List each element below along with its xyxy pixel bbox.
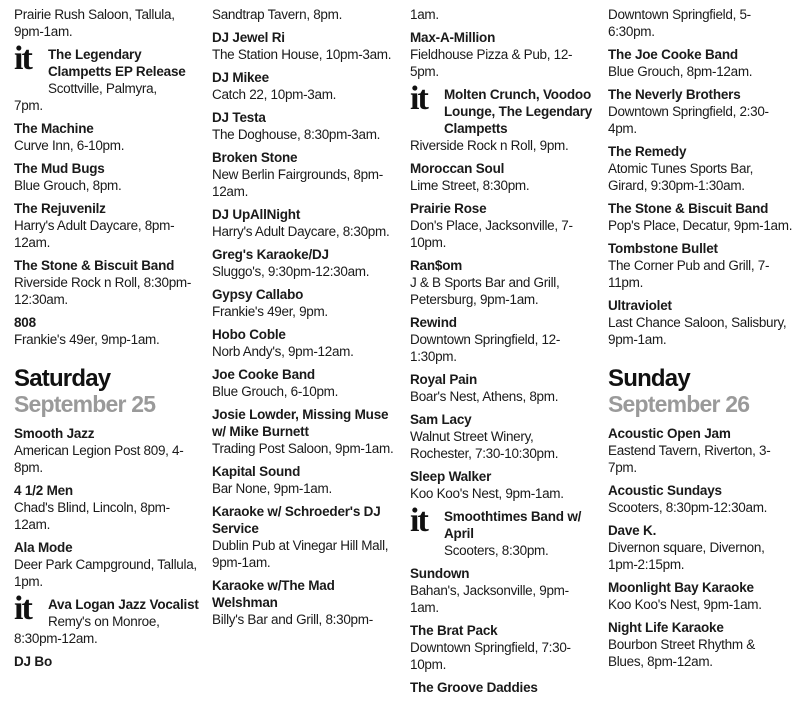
event-name: Acoustic Open Jam	[608, 426, 731, 441]
event-entry	[14, 257, 200, 308]
event-details: Deer Park Campground, Tallula, 1pm.	[14, 557, 197, 589]
event-details: Lime Street, 8:30pm.	[410, 178, 530, 193]
event-details: Bourbon Street Rhythm & Blues, 8pm-12am.	[608, 637, 755, 669]
event-name: The Neverly Brothers	[608, 87, 741, 102]
event-details: Don's Place, Jacksonville, 7-10pm.	[410, 218, 573, 250]
event-name: 4 1/2 Men	[14, 483, 73, 498]
event-name: Royal Pain	[410, 372, 478, 387]
event-details: Pop's Place, Decatur, 9pm-1am.	[608, 218, 793, 233]
event-entry	[14, 200, 200, 251]
event-details: Koo Koo's Nest, 9pm-1am.	[410, 486, 564, 501]
event-details: Frankie's 49er, 9pm.	[212, 304, 328, 319]
event-details-tail: 8:30pm-12am.	[14, 631, 98, 646]
event-details: Norb Andy's, 9pm-12am.	[212, 344, 354, 359]
event-entry	[212, 326, 398, 360]
event-details: Eastend Tavern, Riverton, 3-7pm.	[608, 443, 771, 475]
event-name: The Joe Cooke Band	[608, 47, 738, 62]
continued-text: Prairie Rush Saloon, Tallula, 9pm-1am.	[14, 7, 175, 39]
event-entry	[410, 468, 596, 502]
event-details: Billy's Bar and Grill, 8:30pm-	[212, 612, 373, 627]
event-name: Kapital Sound	[212, 464, 301, 479]
event-name: The Machine	[14, 121, 94, 136]
event-details: Dublin Pub at Vinegar Hill Mall, 9pm-1am.	[212, 538, 389, 570]
column-2	[212, 6, 398, 634]
event-entry	[608, 619, 794, 670]
event-entry	[410, 257, 596, 308]
continued-text: Downtown Springfield, 5-6:30pm.	[608, 7, 751, 39]
event-details: Riverside Rock n Roll, 8:30pm-12:30am.	[14, 275, 192, 307]
event-name: Broken Stone	[212, 150, 298, 165]
event-entry	[410, 371, 596, 405]
event-name: Moonlight Bay Karaoke	[608, 580, 754, 595]
event-name: Moroccan Soul	[410, 161, 505, 176]
event-name: Night Life Karaoke	[608, 620, 724, 635]
event-details: Downtown Springfield, 12-1:30pm.	[410, 332, 561, 364]
event-details: Last Chance Saloon, Salisbury, 9pm-1am.	[608, 315, 787, 347]
column-4	[608, 6, 794, 676]
event-details: Bahan's, Jacksonville, 9pm-1am.	[410, 583, 569, 615]
day-heading-saturday	[14, 366, 200, 417]
event-entry	[212, 206, 398, 240]
event-details: New Berlin Fairgrounds, 8pm-12am.	[212, 167, 383, 199]
event-name: DJ Jewel Ri	[212, 30, 285, 45]
event-entry	[410, 314, 596, 365]
event-name: Greg's Karaoke/DJ	[212, 247, 329, 262]
featured-event	[14, 40, 200, 114]
event-entry	[212, 109, 398, 143]
event-entry	[608, 86, 794, 137]
event-details: Chad's Blind, Lincoln, 8pm-12am.	[14, 500, 170, 532]
event-name: The Remedy	[608, 144, 687, 159]
event-name: DJ Mikee	[212, 70, 269, 85]
event-entry	[608, 240, 794, 291]
event-entry	[608, 143, 794, 194]
event-details: J & B Sports Bar and Grill, Petersburg, 9pm-1am.	[410, 275, 560, 307]
event-entry	[608, 425, 794, 476]
event-name: Josie Lowder, Missing Muse w/ Mike Burnett	[212, 407, 389, 439]
event-details: Boar's Nest, Athens, 8pm.	[410, 389, 559, 404]
event-details: Koo Koo's Nest, 9pm-1am.	[608, 597, 762, 612]
event-details: American Legion Post 809, 4-8pm.	[14, 443, 184, 475]
event-entry	[14, 160, 200, 194]
event-name: The Mud Bugs	[14, 161, 105, 176]
event-details: Atomic Tunes Sports Bar, Girard, 9:30pm-1:30am.	[608, 161, 754, 193]
event-entry	[608, 522, 794, 573]
event-name: The Rejuvenilz	[14, 201, 106, 216]
event-details: Blue Grouch, 8pm-12am.	[608, 64, 753, 79]
event-entry	[608, 482, 794, 516]
event-entry	[410, 679, 596, 696]
event-entry	[212, 503, 398, 571]
event-details: Sluggo's, 9:30pm-12:30am.	[212, 264, 370, 279]
event-details-tail: Riverside Rock n Roll, 9pm.	[410, 138, 569, 153]
event-entry	[410, 565, 596, 616]
event-name: The Stone & Biscuit Band	[608, 201, 769, 216]
it-logo-icon: it	[410, 80, 427, 117]
event-details: Blue Grouch, 8pm.	[14, 178, 122, 193]
event-entry	[608, 46, 794, 80]
event-details: Scooters, 8:30pm.	[444, 543, 549, 558]
event-name: DJ Bo	[14, 654, 53, 669]
event-name: Ultraviolet	[608, 298, 672, 313]
event-entry	[212, 366, 398, 400]
it-logo-icon: it	[14, 40, 31, 77]
event-entry	[14, 120, 200, 154]
event-name: Gypsy Callabo	[212, 287, 304, 302]
event-name: Hobo Coble	[212, 327, 286, 342]
it-logo-icon: it	[410, 502, 427, 539]
event-details: Bar None, 9pm-1am.	[212, 481, 332, 496]
event-name: Prairie Rose	[410, 201, 487, 216]
event-name: Karaoke w/ Schroeder's DJ Service	[212, 504, 381, 536]
event-entry	[14, 314, 200, 348]
event-entry	[608, 297, 794, 348]
event-name: Joe Cooke Band	[212, 367, 315, 382]
event-name: Molten Crunch, Voodoo Lounge, The Legendary Clampetts	[444, 87, 593, 136]
event-entry	[212, 286, 398, 320]
column-1	[14, 6, 200, 676]
featured-event	[14, 590, 200, 647]
event-details: The Station House, 10pm-3am.	[212, 47, 392, 62]
event-entry	[410, 160, 596, 194]
event-details: Catch 22, 10pm-3am.	[212, 87, 337, 102]
event-name: The Groove Daddies	[410, 680, 538, 695]
event-name: DJ UpAllNight	[212, 207, 301, 222]
event-entry	[410, 622, 596, 673]
event-details: Scooters, 8:30pm-12:30am.	[608, 500, 768, 515]
event-entry	[410, 29, 596, 80]
event-details: Blue Grouch, 6-10pm.	[212, 384, 339, 399]
event-name: Tombstone Bullet	[608, 241, 718, 256]
it-logo-icon: it	[14, 590, 31, 627]
event-name: The Stone & Biscuit Band	[14, 258, 175, 273]
event-entry	[608, 200, 794, 234]
event-entry	[14, 425, 200, 476]
event-name: Sundown	[410, 566, 470, 581]
event-name: DJ Testa	[212, 110, 266, 125]
event-details: Walnut Street Winery, Rochester, 7:30-10:30pm.	[410, 429, 559, 461]
event-entry	[608, 579, 794, 613]
event-name: Ava Logan Jazz Vocalist	[48, 597, 199, 612]
featured-event	[410, 80, 596, 154]
event-details: Harry's Adult Daycare, 8pm-12am.	[14, 218, 175, 250]
event-details-tail: 7pm.	[14, 98, 43, 113]
event-name: Sleep Walker	[410, 469, 492, 484]
event-name: Dave K.	[608, 523, 657, 538]
day-weekday: Sunday	[608, 365, 690, 392]
event-details: Frankie's 49er, 9mp-1am.	[14, 332, 160, 347]
day-weekday: Saturday	[14, 365, 111, 392]
event-name: Ran$om	[410, 258, 463, 273]
event-details: Divernon square, Divernon, 1pm-2:15pm.	[608, 540, 765, 572]
event-details: Downtown Springfield, 2:30-4pm.	[608, 104, 769, 136]
event-name: The Brat Pack	[410, 623, 498, 638]
event-entry	[410, 200, 596, 251]
event-name: The Legendary Clampetts EP Release	[48, 47, 186, 79]
continued-text: Sandtrap Tavern, 8pm.	[212, 7, 343, 22]
event-name: Smooth Jazz	[14, 426, 95, 441]
event-details: Fieldhouse Pizza & Pub, 12-5pm.	[410, 47, 573, 79]
event-entry	[212, 463, 398, 497]
event-entry	[212, 29, 398, 63]
event-entry	[212, 406, 398, 457]
event-name: Max-A-Million	[410, 30, 496, 45]
event-entry	[212, 577, 398, 628]
event-name: Sam Lacy	[410, 412, 472, 427]
event-name: Smoothtimes Band w/ April	[444, 509, 582, 541]
event-name: 808	[14, 315, 36, 330]
column-3	[410, 6, 596, 702]
day-date: September 25	[14, 391, 156, 417]
event-entry	[410, 411, 596, 462]
continued-text: 1am.	[410, 7, 439, 22]
day-date: September 26	[608, 391, 750, 417]
event-details: Scottville, Palmyra,	[48, 81, 157, 96]
event-entry	[14, 653, 200, 670]
event-name: Acoustic Sundays	[608, 483, 722, 498]
event-details: Harry's Adult Daycare, 8:30pm.	[212, 224, 390, 239]
event-entry	[14, 539, 200, 590]
event-name: Ala Mode	[14, 540, 73, 555]
event-details: Trading Post Saloon, 9pm-1am.	[212, 441, 394, 456]
event-details: Curve Inn, 6-10pm.	[14, 138, 125, 153]
event-entry	[212, 246, 398, 280]
event-details: Downtown Springfield, 7:30-10pm.	[410, 640, 571, 672]
event-entry	[212, 149, 398, 200]
event-details: The Doghouse, 8:30pm-3am.	[212, 127, 381, 142]
event-details: The Corner Pub and Grill, 7-11pm.	[608, 258, 770, 290]
event-entry	[14, 482, 200, 533]
day-heading-sunday	[608, 366, 794, 417]
event-entry	[212, 69, 398, 103]
featured-event	[410, 502, 596, 559]
event-name: Karaoke w/The Mad Welshman	[212, 578, 335, 610]
event-details: Remy's on Monroe,	[48, 614, 160, 629]
event-name: Rewind	[410, 315, 457, 330]
